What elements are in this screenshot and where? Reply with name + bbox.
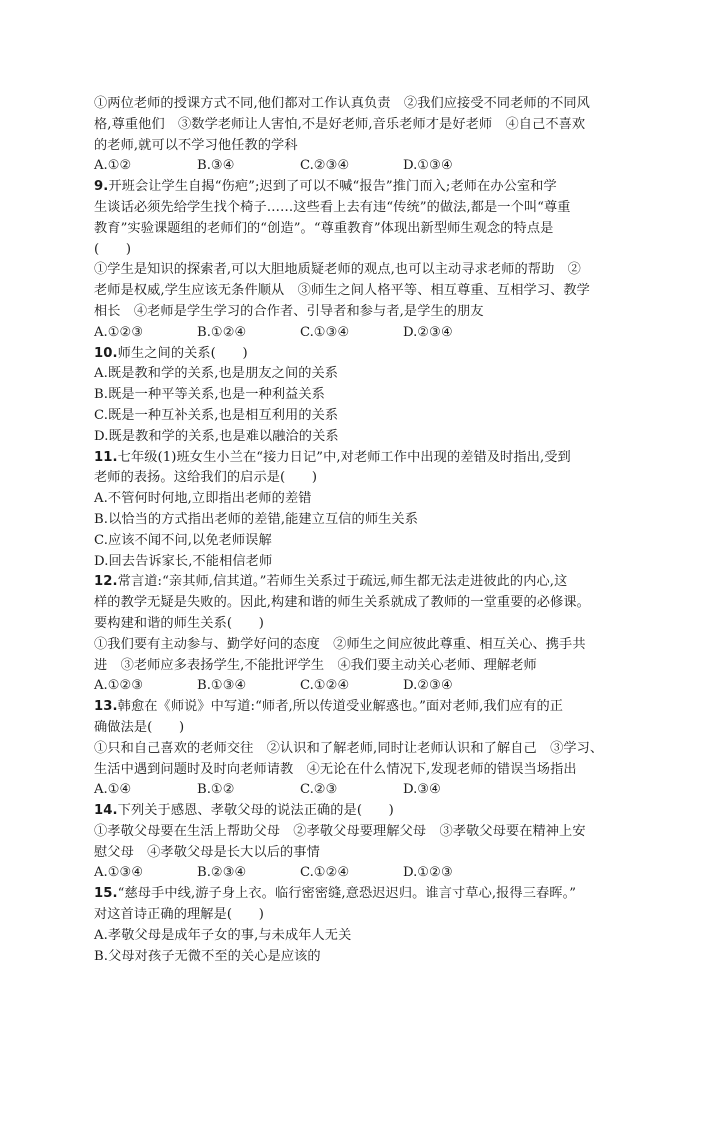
question-block xyxy=(94,884,634,967)
question-stem-text: 下列关于感恩、孝敬父母的说法正确的是( ) xyxy=(117,803,394,819)
answer-options-row xyxy=(94,863,634,884)
question-stem-text: 老师的表扬。这给我们的启示是( ) xyxy=(94,470,318,486)
question-stem-line xyxy=(94,905,634,926)
question-stem-text: 师生之间的关系( ) xyxy=(117,345,248,361)
question-stem-line xyxy=(94,801,634,822)
answer-text-line: C.既是一种互补关系,也是相互利用的关系 xyxy=(94,407,339,423)
answer-text-line: ①学生是知识的探索者,可以大胆地质疑老师的观点,也可以主动寻求老师的帮助 ② xyxy=(94,262,581,278)
question-block xyxy=(94,94,634,177)
answer-text-line: 相长 ④老师是学生学习的合作者、引导者和参与者,是学生的朋友 xyxy=(94,303,484,319)
answer-text-line: C.应该不闻不问,以免老师误解 xyxy=(94,532,272,548)
answer-option: A.①③④ xyxy=(94,865,144,881)
answer-text-line: A.既是教和学的关系,也是朋友之间的关系 xyxy=(94,366,339,382)
question-stem-line xyxy=(94,572,634,593)
answer-options-row xyxy=(94,323,634,344)
question-block xyxy=(94,448,634,573)
question-number: 14. xyxy=(94,803,118,819)
answer-text-line: 生活中遇到问题时及时向老师请教 ④无论在什么情况下,发现老师的错误当场指出 xyxy=(94,761,577,777)
answer-text-line: A.不管何时何地,立即指出老师的差错 xyxy=(94,491,312,507)
question-stem-text: 开班会让学生自揭“伤疤”;迟到了可以不喊“报告”推门而入;老师在办公室和学 xyxy=(108,179,557,195)
answer-text-line: D.回去告诉家长,不能相信老师 xyxy=(94,553,273,569)
answer-text-line: 慰父母 ④孝敬父母是长大以后的事情 xyxy=(94,844,320,860)
question-block xyxy=(94,801,634,884)
question-block xyxy=(94,177,634,343)
answer-text-line: ①只和自己喜欢的老师交往 ②认识和了解老师,同时让老师认识和了解自己 ③学习、 xyxy=(94,740,604,756)
answer-text-line: 格,尊重他们 ③数学老师让人害怕,不是好老师,音乐老师才是好老师 ④自己不喜欢 xyxy=(94,116,586,132)
answer-option: D.①③④ xyxy=(403,158,453,174)
answer-option: D.②③④ xyxy=(403,324,453,340)
question-stem-line xyxy=(94,240,634,261)
question-number: 11. xyxy=(94,449,118,465)
question-stem-text: 对这首诗正确的理解是( ) xyxy=(94,907,264,923)
question-stem-text: 韩愈在《师说》中写道:“师者,所以传道受业解惑也。”面对老师,我们应有的正 xyxy=(117,699,564,715)
answer-option: D.②③④ xyxy=(403,678,453,694)
answer-option: D.③④ xyxy=(403,782,441,798)
question-stem-line xyxy=(94,614,634,635)
question-stem-text: 要构建和谐的师生关系( ) xyxy=(94,615,264,631)
answer-text-line: B.以恰当的方式指出老师的差错,能建立互信的师生关系 xyxy=(94,511,418,527)
question-stem-line xyxy=(94,198,634,219)
question-number: 10. xyxy=(94,345,118,361)
question-stem-text: ( ) xyxy=(94,241,132,257)
question-stem-line xyxy=(94,177,634,198)
answer-option: A.①②③ xyxy=(94,678,144,694)
question-stem-text: 生谈话必须先给学生找个椅子……这些看上去有违“传统”的做法,都是一个叫“尊重 xyxy=(94,199,571,215)
question-stem-line xyxy=(94,344,634,365)
answer-option: C.②③ xyxy=(300,782,338,798)
question-stem-line xyxy=(94,697,634,718)
answer-option: B.①②④ xyxy=(197,324,247,340)
answer-option: D.①②③ xyxy=(403,865,453,881)
answer-option: B.②③④ xyxy=(197,865,247,881)
answer-text-line: ①孝敬父母要在生活上帮助父母 ②孝敬父母要理解父母 ③孝敬父母要在精神上安 xyxy=(94,823,586,839)
question-stem-text: 确做法是( ) xyxy=(94,719,185,735)
question-number: 13. xyxy=(94,699,118,715)
answer-text-line: ①我们要有主动参与、勤学好问的态度 ②师生之间应彼此尊重、相互关心、携手共 xyxy=(94,636,586,652)
answer-options-row xyxy=(94,676,634,697)
question-number: 9. xyxy=(94,179,109,195)
answer-option: A.①② xyxy=(94,158,132,174)
question-stem-line xyxy=(94,884,634,905)
answer-text-line: A.孝敬父母是成年子女的事,与未成年人无关 xyxy=(94,927,352,943)
question-stem-line xyxy=(94,718,634,739)
answer-text-line: B.父母对孩子无微不至的关心是应该的 xyxy=(94,948,321,964)
answer-option: B.③④ xyxy=(197,158,235,174)
question-stem-text: 七年级(1)班女生小兰在“接力日记”中,对老师工作中出现的差错及时指出,受到 xyxy=(117,449,571,465)
answer-text-line: 进 ③老师应多表扬学生,不能批评学生 ④我们要主动关心老师、理解老师 xyxy=(94,657,537,673)
answer-option: A.①④ xyxy=(94,782,132,798)
answer-text-line: D.既是教和学的关系,也是难以融洽的关系 xyxy=(94,428,339,444)
question-stem-text: 样的教学无疑是失败的。因此,构建和谐的师生关系就成了教师的一堂重要的必修课。 xyxy=(94,595,590,611)
question-stem-line xyxy=(94,448,634,469)
answer-options-row xyxy=(94,156,634,177)
question-stem-line xyxy=(94,219,634,240)
question-stem-line xyxy=(94,468,634,489)
answer-option: C.②③④ xyxy=(300,158,350,174)
question-stem-text: 教育”实验课题组的老师们的“创造”。“尊重教育”体现出新型师生观念的特点是 xyxy=(94,220,554,236)
answer-option: A.①②③ xyxy=(94,324,144,340)
answer-option: B.①② xyxy=(197,782,235,798)
answer-options-row xyxy=(94,780,634,801)
answer-text-line: B.既是一种平等关系,也是一种利益关系 xyxy=(94,387,325,403)
question-stem-text: 常言道:“亲其师,信其道。”若师生关系过于疏远,师生都无法走进彼此的内心,这 xyxy=(117,574,568,590)
question-stem-text: “慈母手中线,游子身上衣。临行密密缝,意恐迟迟归。谁言寸草心,报得三春晖。” xyxy=(117,886,577,902)
question-block xyxy=(94,572,634,697)
answer-option: C.①②④ xyxy=(300,865,350,881)
document-page xyxy=(94,94,634,967)
question-number: 12. xyxy=(94,574,118,590)
answer-text-line: 的老师,就可以不学习他任教的学科 xyxy=(94,137,298,153)
answer-option: C.①②④ xyxy=(300,678,350,694)
question-stem-line xyxy=(94,593,634,614)
question-number: 15. xyxy=(94,886,118,902)
answer-text-line: ①两位老师的授课方式不同,他们都对工作认真负责 ②我们应接受不同老师的不同风 xyxy=(94,96,590,111)
answer-text-line: 老师是权威,学生应该无条件顺从 ③师生之间人格平等、相互尊重、互相学习、教学 xyxy=(94,283,590,299)
answer-option: C.①③④ xyxy=(300,324,350,340)
question-block xyxy=(94,344,634,448)
question-block xyxy=(94,697,634,801)
answer-option: B.①③④ xyxy=(197,678,247,694)
